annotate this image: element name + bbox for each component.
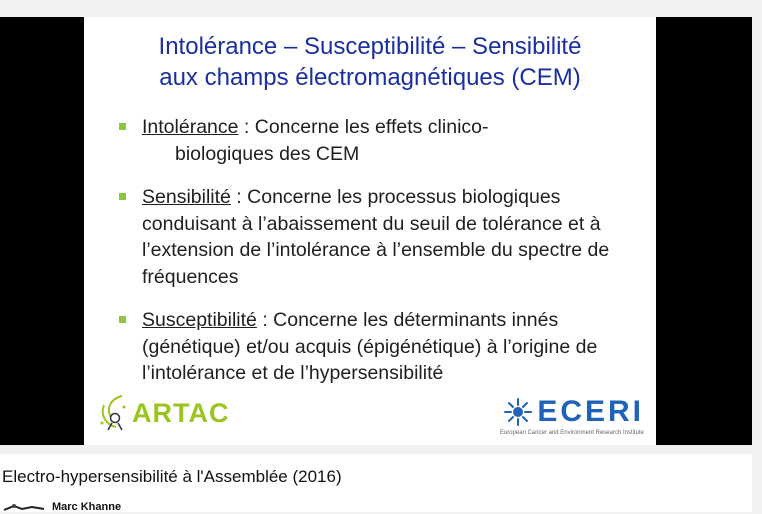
bullet-square-icon: [119, 193, 126, 200]
eceri-logo-text: ECERI: [537, 395, 644, 428]
slide: [84, 17, 656, 445]
artac-emblem-icon: [96, 393, 130, 433]
bullet-sensibilite: [114, 184, 644, 290]
bullet-term: Sensibilité: [142, 186, 231, 208]
bullet-text: : Concerne les processus biologiques conduisant à l’abaissement du seuil de tolérance et à l’extension de l’intolérance à l’ensemble du spectre de fréquences: [142, 186, 610, 288]
bullet-list: [114, 114, 644, 404]
bullet-term: Susceptibilité: [142, 309, 257, 331]
video-title[interactable]: Electro-hypersensibilité à l'Assemblée (2016): [2, 467, 342, 486]
bullet-text-continuation: biologiques des CEM: [175, 142, 360, 165]
eceri-logo: [500, 395, 644, 436]
bullet-susceptibilite: [114, 307, 644, 387]
slide-title-line-2: aux champs électromagnétiques (CEM): [159, 64, 581, 91]
channel-name[interactable]: Marc Khanne: [52, 501, 122, 513]
eceri-emblem-icon: [503, 397, 533, 427]
bullet-intolerance: [114, 114, 644, 167]
slide-title-line-1: Intolérance – Susceptibilité – Sensibilité: [158, 33, 582, 60]
eceri-logo-subtitle: European Cancer and Environment Research Institute: [499, 430, 644, 436]
video-player[interactable]: [0, 17, 752, 445]
bullet-square-icon: [119, 123, 126, 130]
slide-title: [84, 31, 656, 93]
video-info: [0, 454, 752, 512]
bullet-text: : Concerne les déterminants innés (génétique) et/ou acquis (épigénétique) à l’origine de l’intolérance et de l’hypersensibilité: [142, 309, 598, 384]
artac-logo: [96, 391, 229, 435]
bullet-square-icon: [119, 316, 126, 323]
bullet-text: : Concerne les effets clinico-: [238, 116, 489, 138]
artac-logo-text: ARTAC: [132, 397, 230, 428]
bullet-term: Intolérance: [142, 116, 239, 138]
